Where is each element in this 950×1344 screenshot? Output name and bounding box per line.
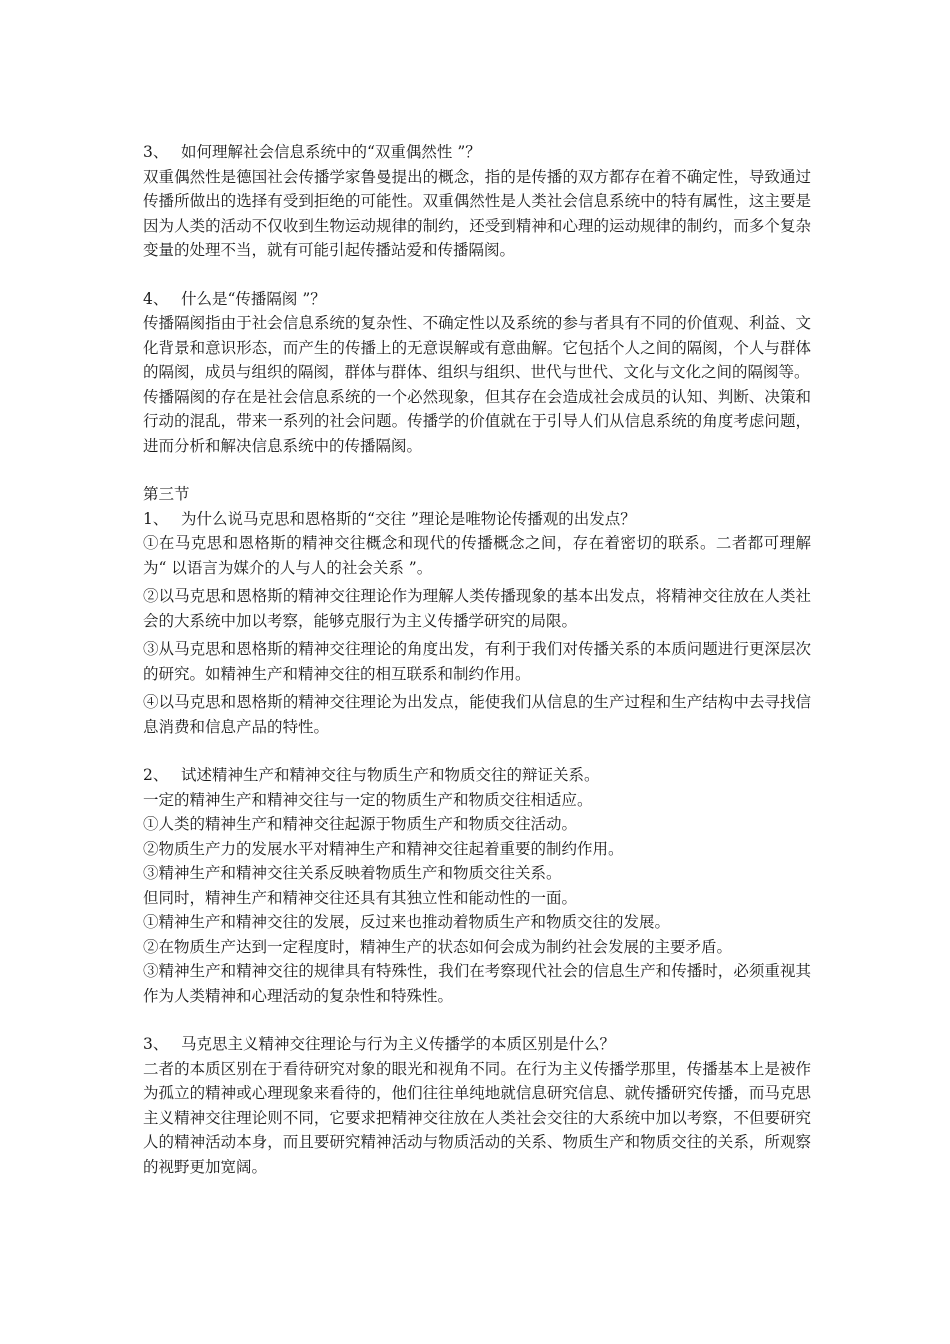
question-number: 4、 <box>143 289 169 308</box>
question-title: 为什么说马克思和恩格斯的“交往 ”理论是唯物论传播观的出发点？ <box>181 509 636 528</box>
answer-line: ③精神生产和精神交往关系反映着物质生产和物质交往关系。 <box>143 864 562 882</box>
question-number: 1、 <box>143 509 169 528</box>
section-title: 第三节 <box>143 485 190 503</box>
question-heading <box>143 507 811 532</box>
answer-paragraph: 双重偶然性是德国社会传播学家鲁曼提出的概念，指的是传播的双方都存在着不确定性，导致通过传播所做出的选择有受到拒绝的可能性。双重偶然性是人类社会信息系统中的特有属性，这主要是因为人类的活动不仅收到生物运动规律的制约，还受到精神和心理的运动规律的制约，而多个复杂变量的处理不当，就有可能引起传播站爱和传播隔阂。 <box>143 167 811 259</box>
answer-paragraph: ②以马克思和恩格斯的精神交往理论作为理解人类传播现象的基本出发点，将精神交往放在人类社会的大系统中加以考察，能够克服行为主义传播学研究的局限。 <box>143 587 811 630</box>
answer-paragraph: ③从马克思和恩格斯的精神交往理论的角度出发，有利于我们对传播关系的本质问题进行更深层次的研究。如精神生产和精神交往的相互联系和制约作用。 <box>143 640 811 683</box>
question-heading <box>143 140 811 165</box>
question-title: 马克思主义精神交往理论与行为主义传播学的本质区别是什么？ <box>181 1035 616 1053</box>
answer-line: ①人类的精神生产和精神交往起源于物质生产和物质交往活动。 <box>143 815 578 833</box>
question-heading <box>143 1032 811 1057</box>
question-heading <box>143 763 811 788</box>
question-number: 3、 <box>143 143 169 161</box>
question-title: 什么是“传播隔阂 ”？ <box>181 289 326 308</box>
answer-line: ②在物质生产达到一定程度时，精神生产的状态如何会成为制约社会发展的主要矛盾。 <box>143 937 733 956</box>
answer-paragraph: 传播隔阂的存在是社会信息系统的一个必然现象，但其存在会造成社会成员的认知、判断、决策和行动的混乱，带来一系列的社会问题。传播学的价值就在于引导人们从信息系统的角度考虑问题，进而分析和解决信息系统中的传播隔阂。 <box>143 387 811 455</box>
answer-line: ①精神生产和精神交往的发展，反过来也推动着物质生产和物质交往的发展。 <box>143 913 671 931</box>
answer-paragraph: ①在马克思和恩格斯的精神交往概念和现代的传播概念之间，存在着密切的联系。二者都可理解为“ 以语言为媒介的人与人的社会关系 ”。 <box>143 534 811 577</box>
answer-paragraph: ③精神生产和精神交往的规律具有特殊性，我们在考察现代社会的信息生产和传播时，必须重视其作为人类精神和心理活动的复杂性和特殊性。 <box>143 962 811 1005</box>
question-heading <box>143 287 811 312</box>
answer-line: ②物质生产力的发展水平对精神生产和精神交往起着重要的制约作用。 <box>143 839 624 858</box>
question-number: 3、 <box>143 1035 169 1053</box>
question-title: 试述精神生产和精神交往与物质生产和物质交往的辩证关系。 <box>181 766 600 784</box>
answer-paragraph: 二者的本质区别在于看待研究对象的眼光和视角不同。在行为主义传播学那里，传播基本上是被作为孤立的精神或心理现象来看待的，他们往往单纯地就信息研究信息、就传播研究传播，而马克思主义精神交往理论则不同，它要求把精神交往放在人类社会交往的大系统中加以考察，不但要研究人的精神活动本身，而且要研究精神活动与物质活动的关系、物质生产和物质交往的关系，所观察的视野更加宽阔。 <box>143 1059 811 1176</box>
question-number: 2、 <box>143 766 169 784</box>
question-title: 如何理解社会信息系统中的“双重偶然性 ”？ <box>181 143 481 161</box>
answer-line: 但同时，精神生产和精神交往还具有其独立性和能动性的一面。 <box>143 888 578 907</box>
document-page <box>143 140 811 1179</box>
answer-line: 一定的精神生产和精神交往与一定的物质生产和物质交往相适应。 <box>143 790 593 809</box>
answer-paragraph: 传播隔阂指由于社会信息系统的复杂性、不确定性以及系统的参与者具有不同的价值观、利益、文化背景和意识形态，而产生的传播上的无意误解或有意曲解。它包括个人之间的隔阂，个人与群体的隔阂，成员与组织的隔阂，群体与群体、组织与组织、世代与世代、文化与文化之间的隔阂等。 <box>143 314 811 381</box>
answer-paragraph: ④以马克思和恩格斯的精神交往理论为出发点，能使我们从信息的生产过程和生产结构中去寻找信息消费和信息产品的特性。 <box>143 693 811 736</box>
